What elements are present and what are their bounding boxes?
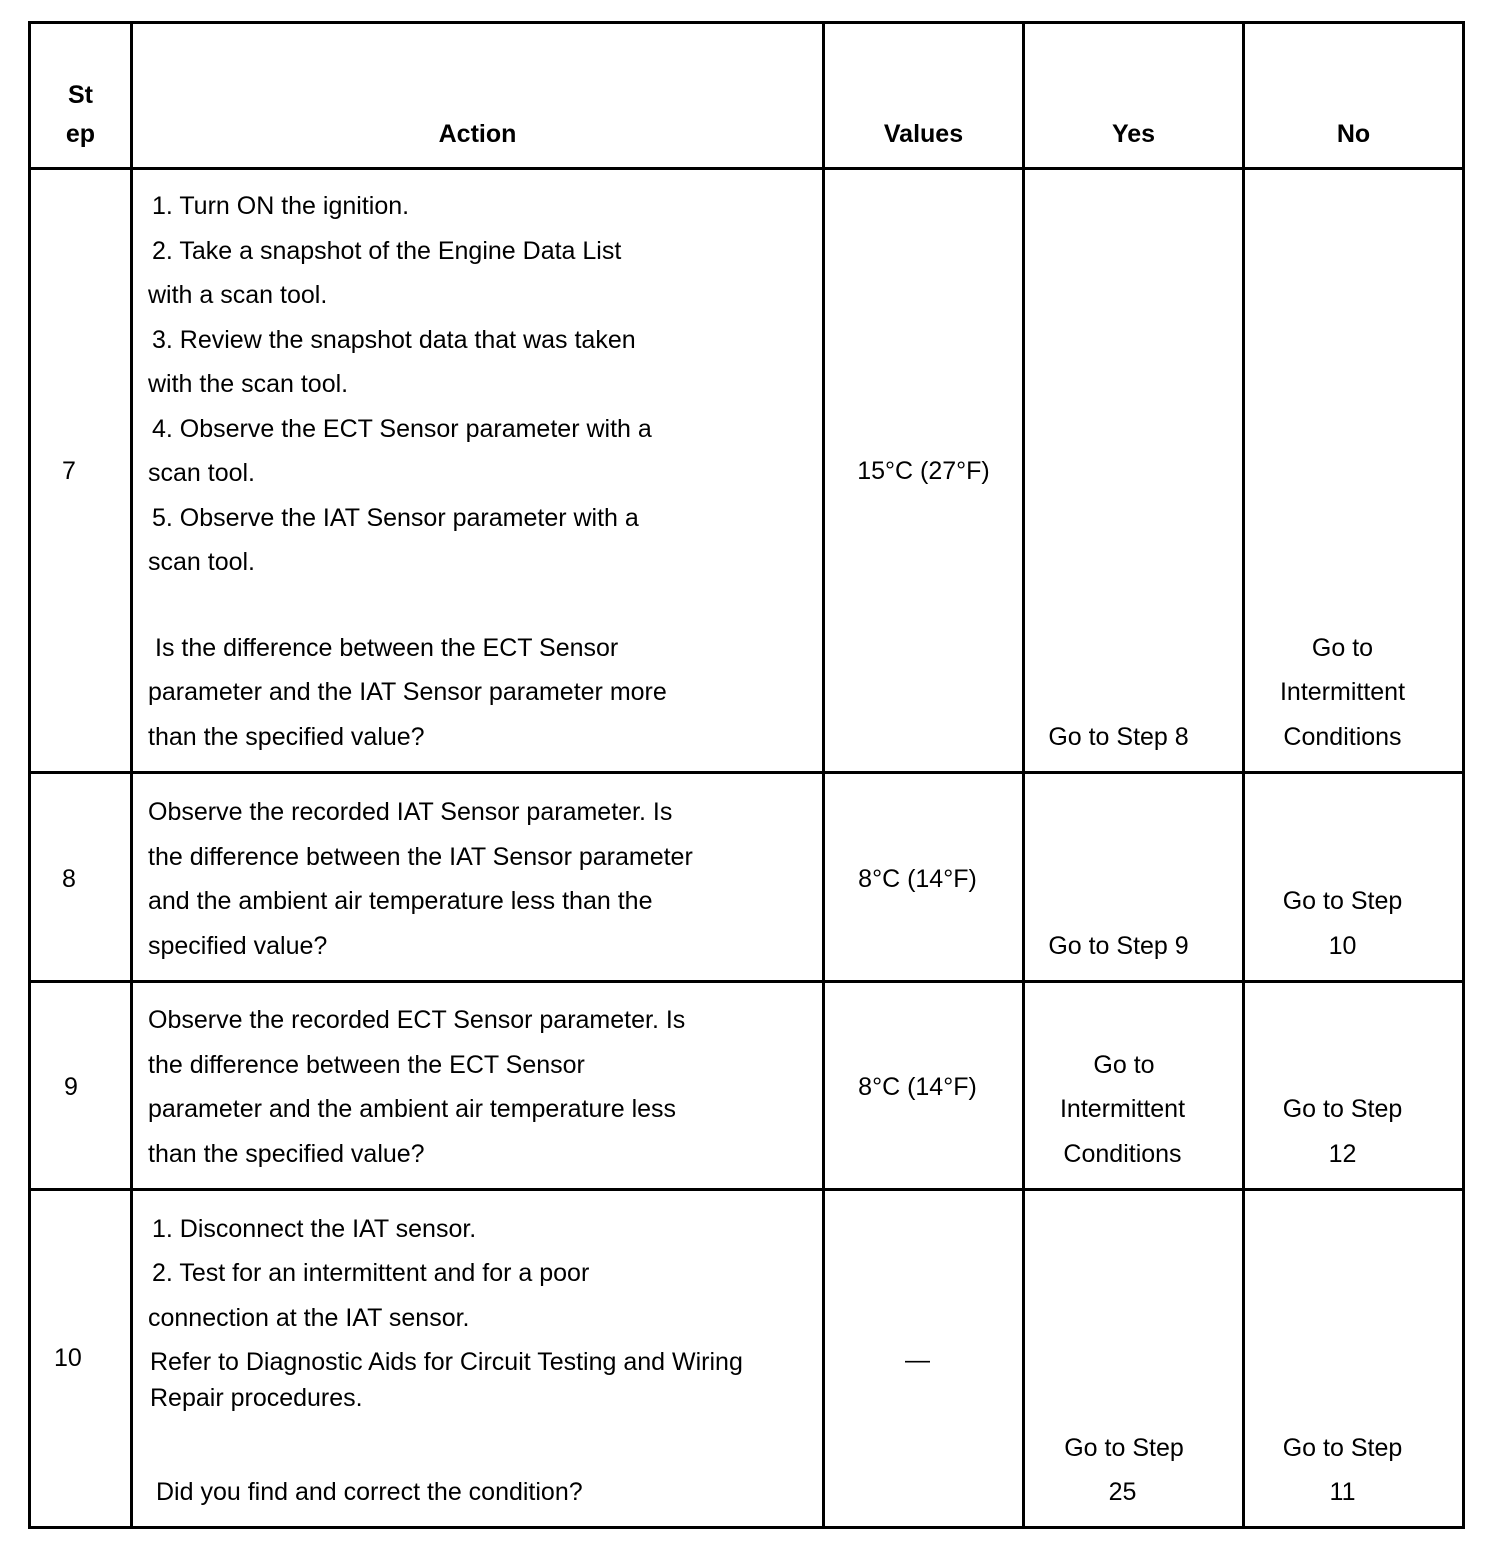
action-line: parameter and the ambient air temperature less <box>148 1095 677 1123</box>
table-border-right <box>1462 21 1465 1529</box>
yes-cell-line: Go to Step 8 <box>1048 723 1189 751</box>
action-line: Observe the recorded IAT Sensor parameter. Is <box>148 798 673 826</box>
header-no: No <box>1336 120 1371 148</box>
column-divider <box>130 21 133 1529</box>
action-line: Refer to Diagnostic Aids for Circuit Testing and Wiring <box>150 1348 743 1376</box>
action-line: scan tool. <box>148 459 256 487</box>
action-line: with the scan tool. <box>148 370 349 398</box>
header-step-line1: St <box>68 81 93 109</box>
no-cell-line: Go to Step <box>1282 1434 1403 1462</box>
no-cell-line: 12 <box>1328 1140 1357 1168</box>
value-cell: 8°C (14°F) <box>858 1073 977 1101</box>
action-line: with a scan tool. <box>148 281 328 309</box>
yes-cell-line: Conditions <box>1063 1140 1182 1168</box>
step-number: 9 <box>64 1073 78 1101</box>
row-divider <box>28 771 1465 774</box>
action-line: 2. Take a snapshot of the Engine Data List <box>152 237 622 265</box>
no-cell-line: Go to <box>1311 634 1374 662</box>
action-line: Observe the recorded ECT Sensor parameter. Is <box>148 1006 686 1034</box>
yes-cell-line: Go to Step <box>1064 1434 1184 1462</box>
action-line: Repair procedures. <box>150 1384 363 1412</box>
action-line: 1. Disconnect the IAT sensor. <box>152 1215 477 1243</box>
action-line: the difference between the ECT Sensor <box>148 1051 585 1079</box>
no-cell-line: 10 <box>1328 932 1357 960</box>
header-divider <box>28 167 1465 170</box>
yes-cell-line: 25 <box>1108 1478 1137 1506</box>
yes-cell-line: Intermittent <box>1059 1095 1186 1123</box>
action-line: specified value? <box>148 932 328 960</box>
no-cell-line: Conditions <box>1283 723 1402 751</box>
action-line: 4. Observe the ECT Sensor parameter with a <box>152 415 652 443</box>
row-divider <box>28 980 1465 983</box>
action-line: parameter and the IAT Sensor parameter more <box>148 678 667 706</box>
action-line: 3. Review the snapshot data that was taken <box>152 326 636 354</box>
no-cell-line: Go to Step <box>1282 1095 1403 1123</box>
header-step <box>31 24 130 167</box>
value-cell: 8°C (14°F) <box>858 865 977 893</box>
action-line: 5. Observe the IAT Sensor parameter with a <box>152 504 639 532</box>
header-action: Action <box>438 120 517 148</box>
step-number: 8 <box>62 865 76 893</box>
value-cell: — <box>905 1346 930 1374</box>
column-divider <box>822 21 825 1529</box>
action-line: scan tool. <box>148 548 256 576</box>
column-divider <box>1242 21 1245 1529</box>
yes-cell-line: Go to Step 9 <box>1048 932 1189 960</box>
action-line: 2. Test for an intermittent and for a poor <box>152 1259 590 1287</box>
no-cell-line: 11 <box>1329 1478 1356 1506</box>
action-line: than the specified value? <box>148 1140 425 1168</box>
step-number: 10 <box>54 1344 82 1372</box>
column-divider <box>1022 21 1025 1529</box>
table-border-bottom <box>28 1526 1465 1529</box>
value-cell: 15°C (27°F) <box>857 457 990 485</box>
action-line: connection at the IAT sensor. <box>148 1304 470 1332</box>
header-values: Values <box>883 120 964 148</box>
header-step-line2: ep <box>65 120 96 148</box>
action-line: than the specified value? <box>148 723 425 751</box>
table-border-left <box>28 21 31 1529</box>
row-divider <box>28 1188 1465 1191</box>
no-cell-line: Go to Step <box>1282 887 1403 915</box>
action-line: and the ambient air temperature less than the <box>148 887 653 915</box>
header-yes: Yes <box>1111 120 1156 148</box>
no-cell-line: Intermittent <box>1279 678 1406 706</box>
action-line: the difference between the IAT Sensor parameter <box>148 843 693 871</box>
yes-cell-line: Go to <box>1093 1051 1155 1079</box>
action-line: Is the difference between the ECT Sensor <box>155 634 619 662</box>
step-number: 7 <box>62 457 76 485</box>
action-line: 1. Turn ON the ignition. <box>152 192 410 220</box>
action-line: Did you find and correct the condition? <box>156 1478 583 1506</box>
